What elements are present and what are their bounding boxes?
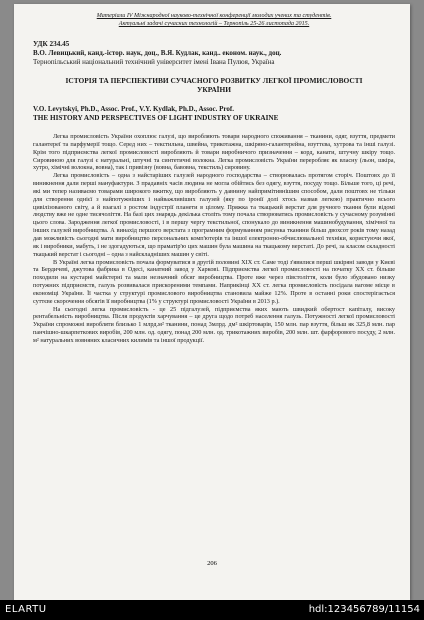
title-ukrainian: ІСТОРІЯ ТА ПЕРСПЕКТИВИ СУЧАСНОГО РОЗВИТКУ ЛЕГКОЇ ПРОМИСЛОВОСТІ УКРАЇНИ bbox=[65, 76, 363, 94]
body-paragraph: Легка промисловість України охоплює галузі, що виробляють товари народного споживання – тканини, одяг, взуття, предмети галантереї та парфумерії тощо. Серед них – текстильна, швейна, трикотажна, шкіряно-галантерейна, взуттєва, хутрова та інші галузі. Крім того підприємства легкої промисловості виробляють й товари виробничого призначення – корд, канати, штучну шкіру тощо. Сировиною для галузі є натуральні, штучні та синтетичні волокна. Легка промисловість України переробляє як власну (льон, шкіра, хутро, хімічні волокна, вовна), так і привізну (вовна, бавовна, текстиль) сировину. bbox=[33, 133, 395, 172]
conference-header-line-2: Актуальні задачі сучасних технологій – Тернопіль 25-26 листопада 2015. bbox=[118, 21, 310, 27]
authors-english: V.O. Levytskyi, Ph.D., Assoc. Prof., V.Y. Kydlak, Ph.D., Assoc. Prof. bbox=[33, 105, 234, 113]
document-page bbox=[14, 4, 410, 600]
article-body bbox=[33, 133, 395, 345]
page-content bbox=[33, 12, 395, 345]
body-paragraph: В Україні легка промисловість почала формуватися в другій половині XIX ст. Саме тоді з'явилися перші шкіряні заводи у Києві та Бердичеві, джутова фабрика в Одесі, канатний завод у Харкові. Підприємства легкої промисловості на початку XX ст. більше походили на кустарні майстерні та мали незначний обсяг виробництва. Проте вже через півстоліття, коли було збудовано низку потужних підприємств, галузь розвивалася прискореними темпами. Наприкінці XX ст. легка промисловість посідала вагоме місце в економіці України. Її частка у структурі промислового виробництва становила майже 12%. Проте в останні роки спостерігається суттєве скорочення обсягів її виробництва (1% у структурі промисловості України в 2013 р.). bbox=[33, 258, 395, 305]
repository-label: ELARTU bbox=[5, 604, 47, 615]
handle-identifier[interactable]: hdl:123456789/11154 bbox=[308, 604, 420, 615]
affiliation: Тернопільський національний технічний університет імені Івана Пулюя, Україна bbox=[33, 58, 275, 66]
udc-code: УДК 234.45 bbox=[33, 40, 70, 48]
viewer-status-bar bbox=[0, 600, 424, 620]
body-paragraph: Легка промисловість – одна з найстаріших галузей народного господарства – створювалась протягом сторіч. Поштовх до її виникнення дали перші мануфактури. З прадавніх часів людина не могла обійтись без одягу, взуття, посуду тощо. Більше того, ці речі, які ми тепер називаємо товарами широкого вжитку, що виробляють у давнину найпримітивнішим способом, дали поштовх не тільки для створення однієї з найпотужніших і найважливіших галузей (яку по іронії долі хтось назвав легкою) практично всього цивілізованого світу, а й взагалі з ростом індустрії планети в цілому. Пряжка та ткацький верстат для ручного ткання були відомі людству вже не одне тисячоліття. На базі цих знарядь декілька століть тому почала створюватись промисловість у сучасному розумінні цього слова. Зародження легкої промисловості, і в першу чергу текстильної, спонукало до виникнення машинобудування, хімічної та інших галузей виробництва. А винахід першого верстата з програмним формуванням рисунка тканини більш двохсот років тому назад дав можливість сьогодні мати виробництво персональних комп'ютерів та іншої електронно-обчислювальної техніки, користуючи якої, як і виробники, мабуть, і не здогадуються, що праматір'ю цих машин була машина на ткацькому верстаті. До речі, за класом складності ткацький верстат і сьогодні – одна з найскладніших машин у світі. bbox=[33, 172, 395, 258]
title-english: THE HISTORY AND PERSPECTIVES OF LIGHT INDUSTRY OF UKRAINE bbox=[33, 114, 279, 122]
page-number: 206 bbox=[207, 560, 217, 567]
conference-header-line-1: Матеріали IV Міжнародної науково-технічної конференції молодих учених та студентів. bbox=[96, 13, 332, 19]
authors-ukrainian: В.О. Левицький, канд.-істор. наук, доц., В.Я. Кудлак, канд.. економ. наук., доц. bbox=[33, 49, 282, 57]
body-paragraph: На сьогодні легка промисловість - це 25 підгалузей, підприємства яких мають швидкий обертост капіталу, високу рентабельність виробництва. Після продуктів харчування – це друга щодо потреб населення галузь. Потужності легкої промисловості України спроможні виробляти близько 1 млрд.м² тканини, понад 3млрд. дм² шкіртоварів, 150 млн. пар взуття, більш як 325,8 млн. пар панчішно-шкарпеткових виробів, 200 млн. од. одягу, понад 200 млн. од. трикотажних виробів, 200 млн. шт. фарфорового посуду, 2 млн. м² натуральних вовняних класичних килимів та іншої продукції. bbox=[33, 305, 395, 344]
